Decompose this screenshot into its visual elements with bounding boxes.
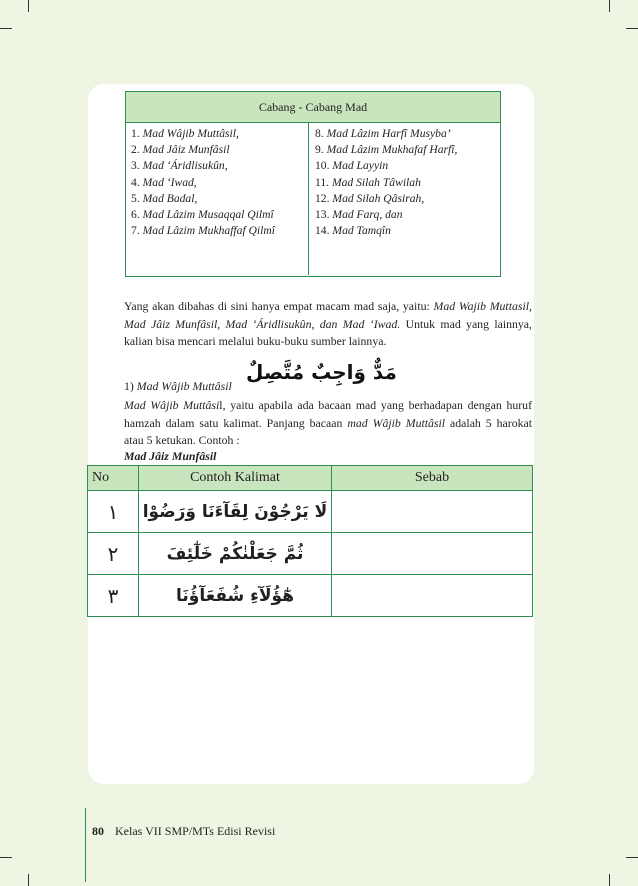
branches-title: Cabang - Cabang Mad xyxy=(126,92,500,123)
page-footer xyxy=(92,824,275,839)
branches-right-column xyxy=(315,126,495,239)
branch-item: 14. Mad Tamqîn xyxy=(315,224,391,238)
table-row xyxy=(88,575,533,617)
branch-item: 8. Mad Lâzim Harfî Musyba’ xyxy=(315,127,451,140)
branch-item: 10. Mad Layyin xyxy=(315,159,389,173)
branch-item: 1. Mad Wâjib Muttâsil, xyxy=(131,127,239,140)
branch-item: 13. Mad Farq, dan xyxy=(315,208,403,222)
header-example: Contoh Kalimat xyxy=(139,466,332,491)
branch-item: 4. Mad ‘Iwad, xyxy=(131,175,197,189)
header-reason: Sebab xyxy=(332,466,533,491)
branches-left-column xyxy=(131,126,311,239)
branches-box xyxy=(125,91,501,277)
branch-item: 12. Mad Silah Qâsirah, xyxy=(315,191,425,205)
arabic-example: لَا يَرْجُوْنَ لِقَآءَنَا وَرَضُوْا xyxy=(139,491,332,533)
branch-item: 9. Mad Lâzim Mukhafaf Harfî, xyxy=(315,143,458,157)
crop-mark xyxy=(0,28,12,29)
branch-item: 3. Mad ‘Áridlisukûn, xyxy=(131,159,228,173)
example-table xyxy=(87,465,533,617)
table-row xyxy=(88,533,533,575)
table-row xyxy=(88,491,533,533)
row-number: ٢ xyxy=(88,533,139,575)
crop-mark xyxy=(28,0,29,12)
branch-item: 2. Mad Jâiz Munfâsil xyxy=(131,143,230,157)
footer-rule xyxy=(85,808,86,882)
section-body: Mad Wâjib Muttâsil, yaitu apabila ada bacaan mad yang berhadapan dengan huruf hamzah dalam satu kalimat. Panjang bacaan mad Wâjib Muttâsil adalah 5 harokat atau 5 ketukan. Contoh : xyxy=(124,398,533,447)
crop-mark xyxy=(609,0,610,12)
arabic-example: ثُمَّ جَعَلْنٰكُمْ خَلٰٓئِفَ xyxy=(139,533,332,575)
arabic-heading: مَدٌّ وَاجِبٌ مُتَّصِلٌ xyxy=(246,360,397,384)
crop-mark xyxy=(626,857,638,858)
crop-mark xyxy=(0,857,12,858)
section-heading: 1) Mad Wâjib Muttâsil xyxy=(124,379,232,393)
reason-cell[interactable] xyxy=(332,575,533,617)
branch-item: 5. Mad Badal, xyxy=(131,191,198,205)
book-title: Kelas VII SMP/MTs Edisi Revisi xyxy=(115,824,276,838)
branch-item: 7. Mad Lâzim Mukhaffaf Qilmî xyxy=(131,224,275,238)
branch-item: 11. Mad Silah Tâwilah xyxy=(315,175,421,189)
row-number: ٣ xyxy=(88,575,139,617)
intro-paragraph: Yang akan dibahas di sini hanya empat macam mad saja, yaitu: Mad Wajib Muttasil, Mad Jâiz Munfâsil, Mad ‘Áridlisukûn, dan Mad ‘Iwad. Untuk mad yang lainnya, kalian bisa mencari melalui buku-buku sumber lainnya. xyxy=(124,299,532,348)
crop-mark xyxy=(609,874,610,886)
reason-cell[interactable] xyxy=(332,533,533,575)
branch-item: 6. Mad Lâzim Musaqqal Qilmî xyxy=(131,208,274,222)
row-number: ١ xyxy=(88,491,139,533)
page-number: 80 xyxy=(92,824,104,838)
header-no: No xyxy=(88,466,139,491)
section-subheading: Mad Jâiz Munfâsil xyxy=(124,449,217,463)
reason-cell[interactable] xyxy=(332,491,533,533)
arabic-example: هٰٓؤُلَآءِ شُفَعَآؤُنَا xyxy=(139,575,332,617)
crop-mark xyxy=(626,28,638,29)
crop-mark xyxy=(28,874,29,886)
